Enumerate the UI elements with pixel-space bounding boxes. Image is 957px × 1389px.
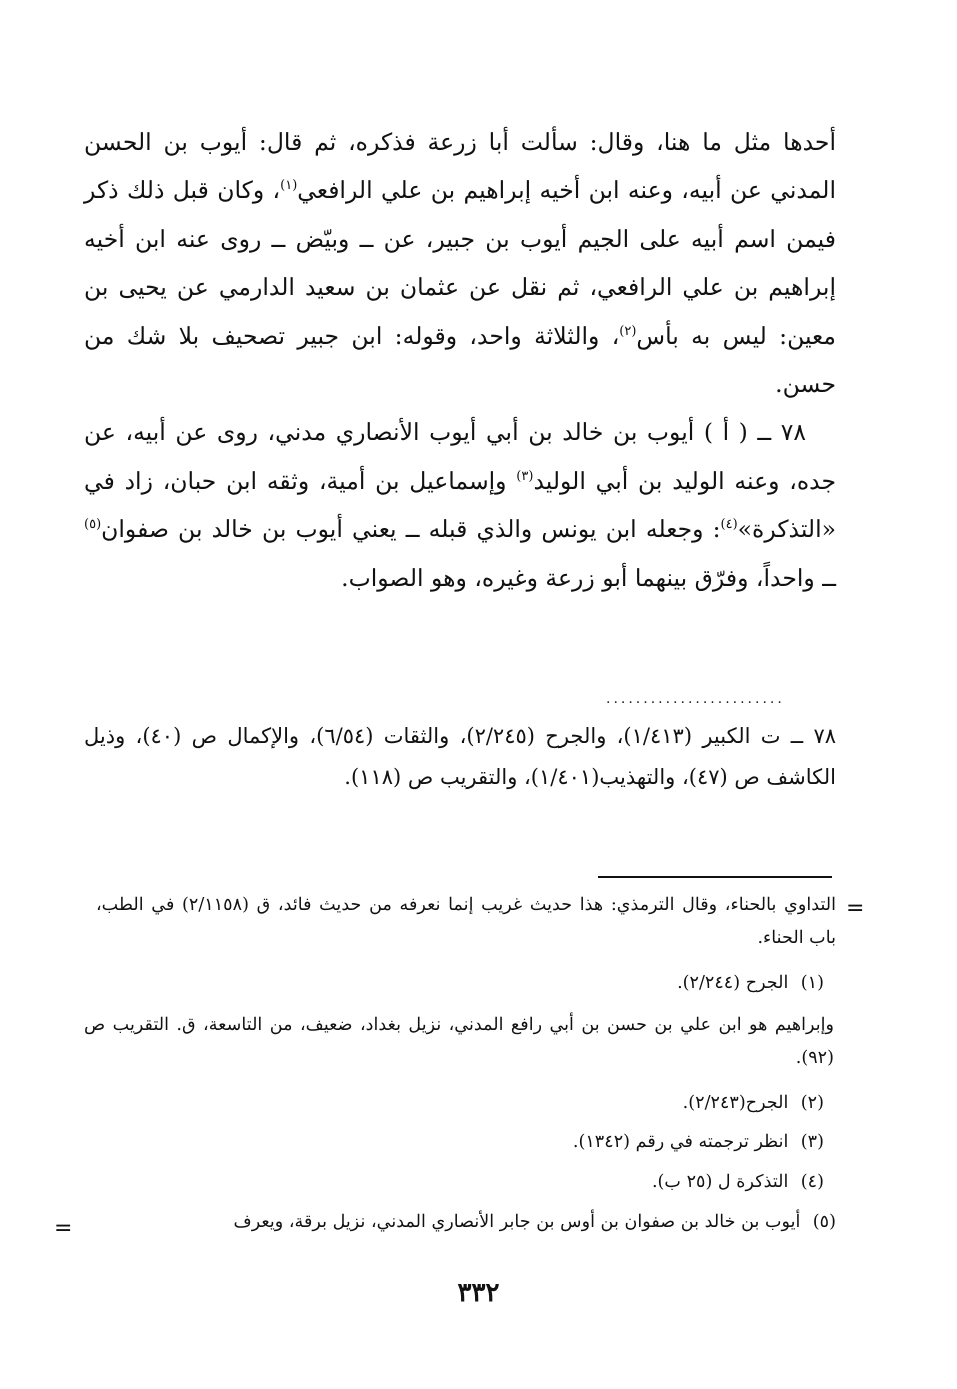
footnote-1-extra	[84, 1009, 834, 1074]
dotted-separator: ........................	[606, 692, 785, 706]
source-note	[84, 716, 836, 798]
footnote-3	[84, 1126, 824, 1159]
footnote-line: ق (٢/١١٥٨) في الطب، باب الحناء.	[96, 895, 836, 948]
text-line: أبيه، عن جده، وعنه الوليد بن أبي الوليد	[84, 418, 836, 495]
text-line: ، وكان قبل ذلك	[126, 176, 281, 205]
footnote-ref-2: (٢)	[619, 323, 637, 339]
page-number: ٣٣٢	[457, 1278, 500, 1308]
footnote-4	[84, 1166, 824, 1199]
text-line: ، والثلاثة واحد، وقوله: ابن جبير تصحيف	[211, 321, 620, 350]
footnote-text: التذكرة ل (٢٥ ب).	[651, 1172, 789, 1192]
entry-78	[84, 408, 836, 602]
footnote-number: (٢)	[800, 1093, 824, 1113]
footnote-text: الجرح(٢/٢٤٣).	[682, 1093, 789, 1113]
footnote-number: (٤)	[800, 1172, 824, 1192]
text-line: ابن حبان، زاد في «التذكرة»	[84, 466, 836, 544]
footnote-rule	[598, 876, 832, 878]
footnote-line: التاسعة، ق. التقريب ص (٩٢).	[84, 1015, 834, 1068]
text-line: ــ واحداً، وفرّق بينهما أبو زرعة وغيره، وهو	[431, 563, 836, 592]
main-text	[84, 118, 836, 602]
continuation-mark: =	[54, 1216, 73, 1241]
text-line: المدني عن أبيه، وعنه ابن أخيه إبراهيم بن علي الرافعي	[297, 176, 836, 205]
footnote-ref-4: (٤)	[720, 517, 738, 533]
footnote-text: الجرح (٢/٢٤٤).	[677, 973, 789, 993]
paragraph-continuation	[84, 118, 836, 408]
footnote-ref-5: (٥)	[84, 517, 102, 533]
footnote-1	[84, 967, 824, 1000]
source-line: ٧٨ ــ ت الكبير (١/٤١٣)، والجرح (٢/٢٤٥)، والثقات (٦/٥٤)، والإكمال	[227, 724, 836, 748]
entry-heading: ٧٨ ــ ( أ ) أيوب بن خالد بن أبي أيوب الأنصاري مدني، روى عن	[175, 418, 806, 447]
text-line: ذكر فيمن اسم أبيه على الجيم أيوب بن جبير، عن ــ وبيّض ــ روى عنه	[84, 176, 836, 253]
footnote-number: (٥)	[812, 1212, 836, 1232]
footnote-line: وإبراهيم هو ابن علي بن حسن بن أبي رافع المدني، نزيل بغداد، ضعيف، من	[269, 1015, 835, 1035]
text-line: بلا شك من حسن.	[84, 321, 836, 399]
source-line: ص (٤٠)، وذيل الكاشف ص (٤٧)، والتهذيب(١/٤٠١)، والتقريب	[84, 724, 836, 789]
text-line: وإسماعيل بن أمية، وثقه	[266, 466, 517, 495]
footnote-continuation	[96, 889, 836, 954]
footnote-5	[84, 1206, 836, 1239]
text-line: يحيى بن معين: ليس به بأس	[84, 273, 836, 350]
footnote-line: التداوي بالحناء، وقال الترمذي: هذا حديث غريب إنما نعرفه من حديث فائد،	[277, 895, 837, 915]
text-line: : وجعله ابن يونس والذي قبله ــ يعني	[352, 515, 721, 544]
footnote-ref-1: (١)	[280, 178, 298, 194]
footnote-text: انظر ترجمته في رقم (١٣٤٢).	[572, 1132, 789, 1152]
source-line: ص (١١٨).	[344, 765, 434, 789]
footnote-number: (٣)	[800, 1132, 824, 1152]
text-line: ابن أخيه إبراهيم بن علي الرافعي، ثم نقل عن عثمان بن سعيد الدارمي عن	[84, 224, 836, 302]
footnote-text: أيوب بن خالد بن صفوان بن أوس بن جابر الأنصاري المدني، نزيل برقة، ويعرف	[233, 1212, 801, 1232]
text-line: الصواب.	[341, 563, 424, 592]
text-line: أيوب بن خالد بن صفوان	[101, 515, 343, 544]
footnote-2	[84, 1087, 824, 1120]
text-line: أحدها مثل ما هنا، وقال: سألت أبا زرعة فذكره، ثم قال: أيوب بن الحسن	[84, 128, 836, 156]
footnote-ref-3: (٣)	[516, 468, 534, 484]
continuation-mark: =	[846, 896, 865, 921]
footnote-number: (١)	[800, 973, 824, 993]
